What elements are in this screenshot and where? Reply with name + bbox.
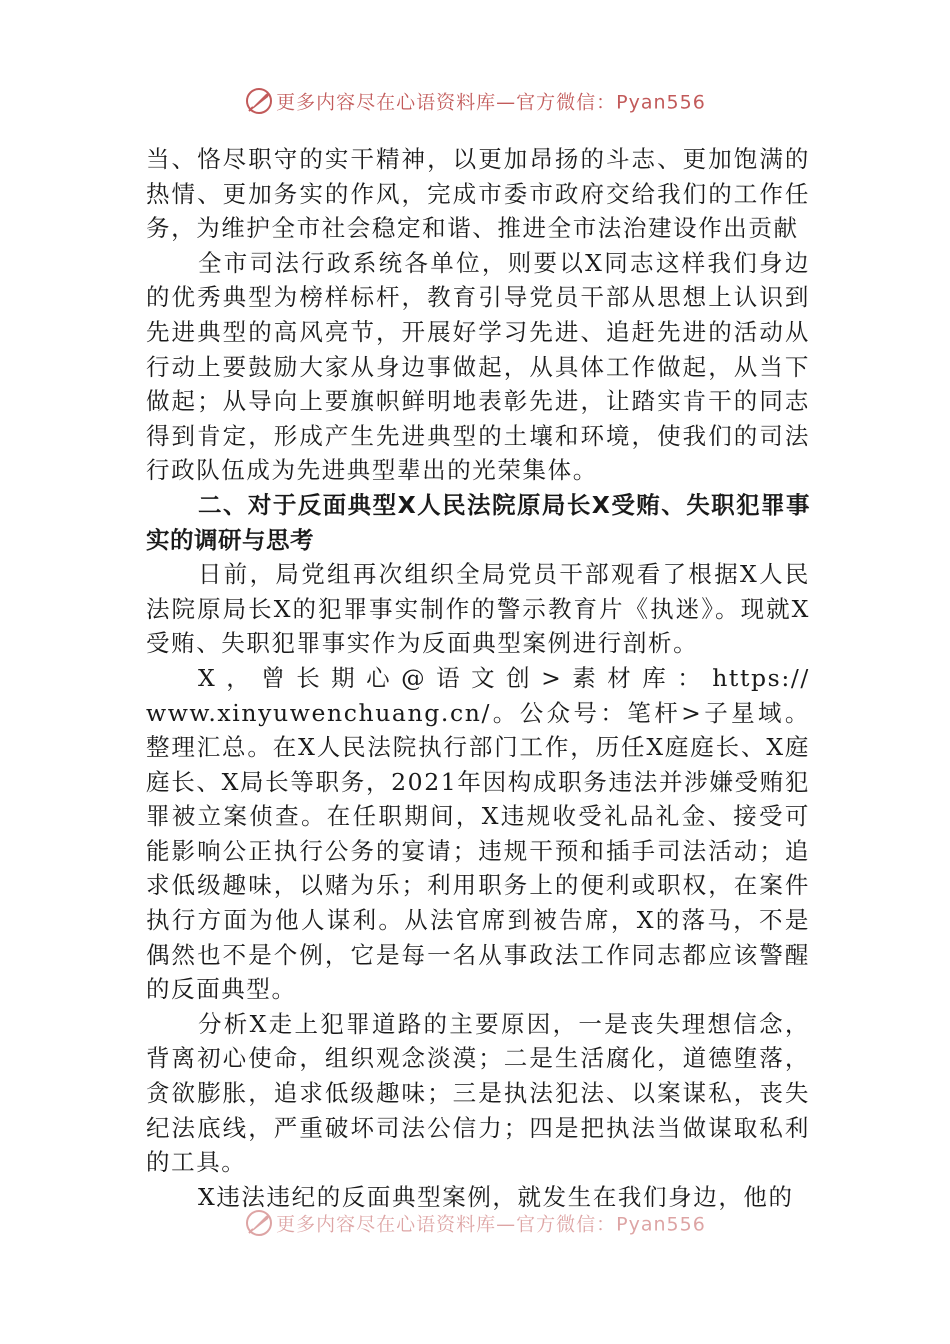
spread-char: 长 bbox=[296, 663, 322, 692]
section-heading: 二、对于反面典型X人民法院原局长X受贿、失职犯罪事实的调研与思考 bbox=[146, 490, 810, 554]
spread-char: 材 bbox=[607, 663, 633, 692]
paragraph-continued: 当、恪尽职守的实干精神，以更加昂扬的斗志、更加饱满的热情、更加务实的作风，完成市委市政府交给我们的工作任务，为维护全市社会稳定和谐、推进全市法治建设作出贡献 bbox=[146, 145, 810, 243]
quill-logo-icon bbox=[244, 86, 274, 116]
spread-char: 库 bbox=[642, 663, 668, 692]
spread-char: @ bbox=[401, 663, 427, 692]
paragraph-warning-film: 日前，局党组再次组织全局党员干部观看了根据X人民法院原局长X的犯罪事实制作的警示教育片《执迷》。现就X受贿、失职犯罪事实作为反面典型案例进行剖析。 bbox=[146, 560, 810, 658]
quill-logo-icon bbox=[244, 1208, 274, 1238]
spread-char: ： bbox=[677, 663, 703, 692]
document-body bbox=[146, 142, 810, 1214]
spread-char: 创 bbox=[506, 663, 532, 692]
spread-char: 语 bbox=[436, 663, 462, 692]
spread-char: 曾 bbox=[261, 663, 287, 692]
paragraph-case-facts: www.xinyuwenchuang.cn/。公众号：笔杆>子星域。整理汇总。在X人民法院执行部门工作，历任X庭庭长、X庭庭长、X局长等职务，2021年因构成职务违法并涉嫌受贿犯罪被立案侦查。在任职期间，X违规收受礼品礼金、接受可能影响公正执行公务的宴请；违规干预和插手司法活动；追求低级趣味，以赌为乐；利用职务上的便利或职权，在案件执行方面为他人谋利。从法官席到被告席，X的落马，不是偶然也不是个例，它是每一名从事政法工作同志都应该警醒的反面典型。 bbox=[146, 698, 810, 1004]
spread-char: https:// bbox=[712, 663, 810, 692]
paragraph-role-model: 全市司法行政系统各单位，则要以X同志这样我们身边的优秀典型为榜样标杆，教育引导党员干部从思想上认识到先进典型的高风亮节，开展好学习先进、追赶先进的活动从行动上要鼓励大家从身边事做起，从具体工作做起，从当下做起；从导向上要旗帜鲜明地表彰先进，让踏实肯干的同志得到肯定，形成产生先进典型的土壤和环境，使我们的司法行政队伍成为先进典型辈出的光荣集体。 bbox=[146, 248, 810, 485]
header-watermark bbox=[0, 86, 950, 116]
paragraph-analysis: 分析X走上犯罪道路的主要原因，一是丧失理想信念，背离初心使命，组织观念淡漠；二是生活腐化，道德堕落，贪欲膨胀，追求低级趣味；三是执法犯法、以案谋私，丧失纪法底线，严重破坏司法公信力；四是把执法当做谋取私利的工具。 bbox=[146, 1009, 810, 1177]
spread-line bbox=[146, 661, 810, 696]
spread-char: 期 bbox=[331, 663, 357, 692]
spread-char: > bbox=[541, 663, 563, 692]
paragraph-conclusion-start: X违法违纪的反面典型案例，就发生在我们身边，他的 bbox=[198, 1182, 794, 1211]
footer-watermark bbox=[0, 1208, 950, 1238]
spread-char: X bbox=[198, 663, 217, 692]
footer-watermark-text: 更多内容尽在心语资料库—官方微信：Pyan556 bbox=[276, 1213, 706, 1236]
spread-char: 素 bbox=[572, 663, 598, 692]
header-watermark-text: 更多内容尽在心语资料库—官方微信：Pyan556 bbox=[276, 91, 706, 114]
spread-char: 文 bbox=[471, 663, 497, 692]
spread-char: ， bbox=[226, 663, 252, 692]
spread-char: 心 bbox=[366, 663, 392, 692]
